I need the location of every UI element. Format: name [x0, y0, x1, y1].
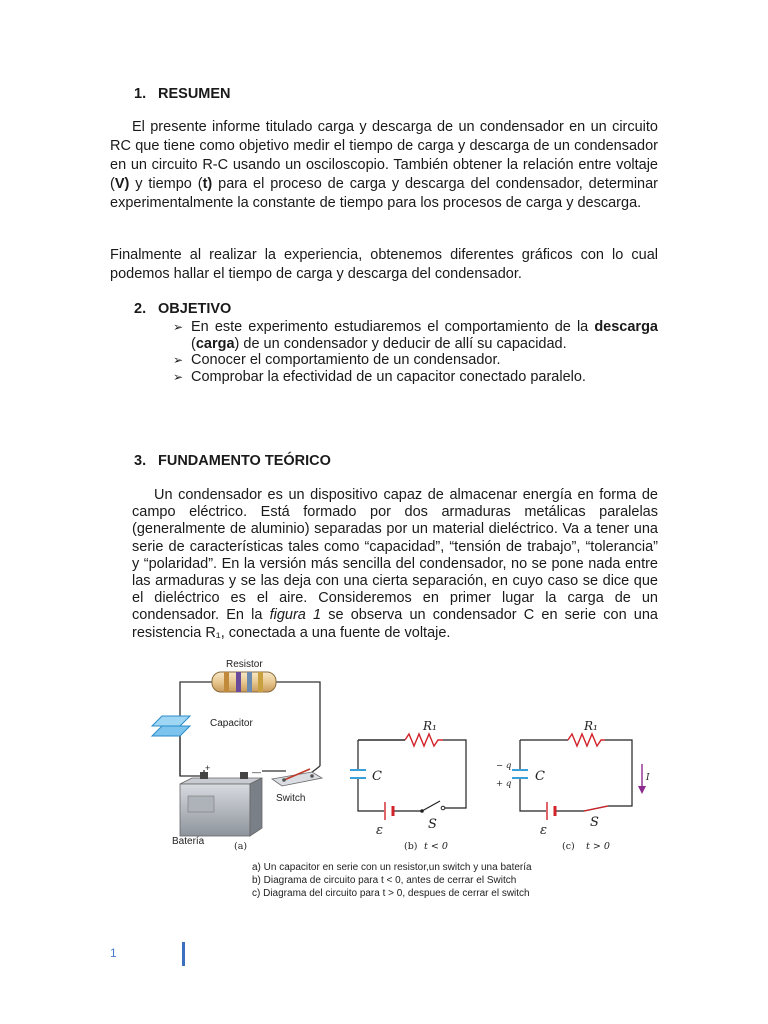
page-number-divider [182, 942, 185, 966]
objetivo-list [173, 319, 658, 385]
battery-component [180, 772, 262, 836]
section-number: 1. [134, 86, 147, 102]
circuit-c-schematic [496, 719, 650, 852]
r1-label: R₁ [423, 719, 437, 733]
closed-switch-icon [584, 806, 608, 811]
capacitor-c-label: C [372, 769, 382, 784]
subfigure-label-c: (c) [562, 841, 575, 852]
section-number: 3. [134, 453, 147, 469]
capacitor-c-label: C [535, 769, 545, 784]
minus-q-label: − q [496, 761, 512, 771]
list-item [173, 319, 658, 352]
figure-caption-c: c) Diagrama del circuito para t > 0, despues de cerrar el switch [252, 888, 530, 899]
bold-run: V) [114, 176, 130, 192]
resistor-label: Resistor [226, 659, 263, 670]
battery-label: Batería [172, 836, 205, 847]
fundamento-paragraph [132, 487, 658, 642]
capacitor-label: Capacitor [210, 718, 253, 729]
resumen-paragraph-1 [110, 118, 658, 213]
text-run: El presente informe titulado carga y descarga de un condensador en un circuito RC que tiene como objetivo medir el tiempo de carga y descarga de un condensador en un circuito R-C usando un osciloscopio. También obtener la relación entre voltaje ( [110, 119, 658, 192]
resistor-symbol [568, 734, 605, 746]
subfigure-label-b: (b) [404, 841, 418, 852]
condition-label-b: t < 0 [424, 841, 448, 852]
section-title: OBJETIVO [158, 301, 232, 317]
figure-caption-a: a) Un capacitor en serie con un resistor,un switch y una batería [252, 862, 532, 873]
arrow-bullet-icon: ➢ [173, 369, 184, 384]
text-run: Conocer el comportamiento de un condensador. [191, 352, 501, 368]
text-run: En este experimento estudiaremos el comportamiento de la [191, 319, 595, 335]
text-run: ( [191, 335, 196, 352]
bold-run: descarga [594, 319, 658, 335]
r1-label: R₁ [584, 719, 598, 733]
figure-rc-circuit [150, 656, 650, 906]
switch-label: Switch [276, 793, 306, 804]
circuit-b-schematic [350, 719, 466, 852]
condition-label-c: t > 0 [586, 841, 610, 852]
subfigure-label-a: (a) [234, 841, 248, 852]
switch-s-label: S [590, 815, 599, 830]
section-title: FUNDAMENTO TEÓRICO [158, 453, 331, 469]
plus-q-label: + q [496, 779, 512, 789]
battery-minus-label: — [252, 767, 261, 777]
bold-run: t) [202, 176, 213, 192]
battery-plus-label: + [205, 763, 211, 773]
section-heading-resumen [134, 86, 231, 102]
page-number: 1 [110, 946, 117, 960]
figure-caption-b: b) Diagrama de circuito para t < 0, antes de cerrar el Switch [252, 875, 517, 886]
circuit-a-pictorial [152, 659, 322, 852]
bold-run: carga [195, 335, 235, 352]
switch-s-label: S [428, 817, 437, 832]
section-heading-objetivo [134, 301, 231, 317]
emf-label: ε [376, 823, 383, 838]
list-item [173, 352, 658, 369]
list-item [173, 369, 658, 386]
resistor-symbol [405, 734, 443, 746]
capacitor-component [152, 716, 190, 736]
text-run: y tiempo ( [129, 176, 203, 192]
italic-run: figura 1 [269, 607, 322, 624]
arrow-bullet-icon: ➢ [173, 353, 184, 367]
current-i-label: I [646, 773, 650, 783]
section-heading-fundamento [134, 453, 331, 469]
section-title: RESUMEN [158, 86, 231, 102]
text-run: Un condensador es un dispositivo capaz de almacenar energía en forma de campo eléctrico. Está formado por dos armaduras metálicas paralelas (generalmente de aluminio) separadas por un material dieléctrico. Va a tener una serie de características tales como “capacidad”, “tensión de trabajo”, “tolerancia” y “polaridad”. En la versión más sencilla del condensador, no se pone nada entre las armaduras y se las deja con una cierta separación, en cuyo caso se dice que el dieléctrico es el aire. Consideremos en primer lugar la carga de un condensador. En la [132, 487, 658, 624]
resistor-component [212, 672, 276, 692]
emf-label: ε [540, 823, 547, 838]
section-number: 2. [134, 301, 147, 317]
text-run: para el proceso de carga y descarga del condensador, determinar experimentalmente la constante de tiempo para los procesos de carga y descarga. [110, 176, 658, 211]
text-run: ) de un condensador y deducir de allí su capacidad. [234, 335, 567, 352]
text-run: Comprobar la efectividad de un capacitor conectado paralelo. [191, 368, 586, 385]
open-switch-icon [422, 801, 440, 811]
text-run: se observa un condensador C en serie con una resistencia R₁, conectada a una fuente de voltaje. [132, 607, 658, 641]
resumen-paragraph-2: Finalmente al realizar la experiencia, obtenemos diferentes gráficos con lo cual podemos hallar el tiempo de carga y descarga del condensador. [110, 247, 658, 282]
arrow-bullet-icon: ➢ [173, 320, 184, 334]
